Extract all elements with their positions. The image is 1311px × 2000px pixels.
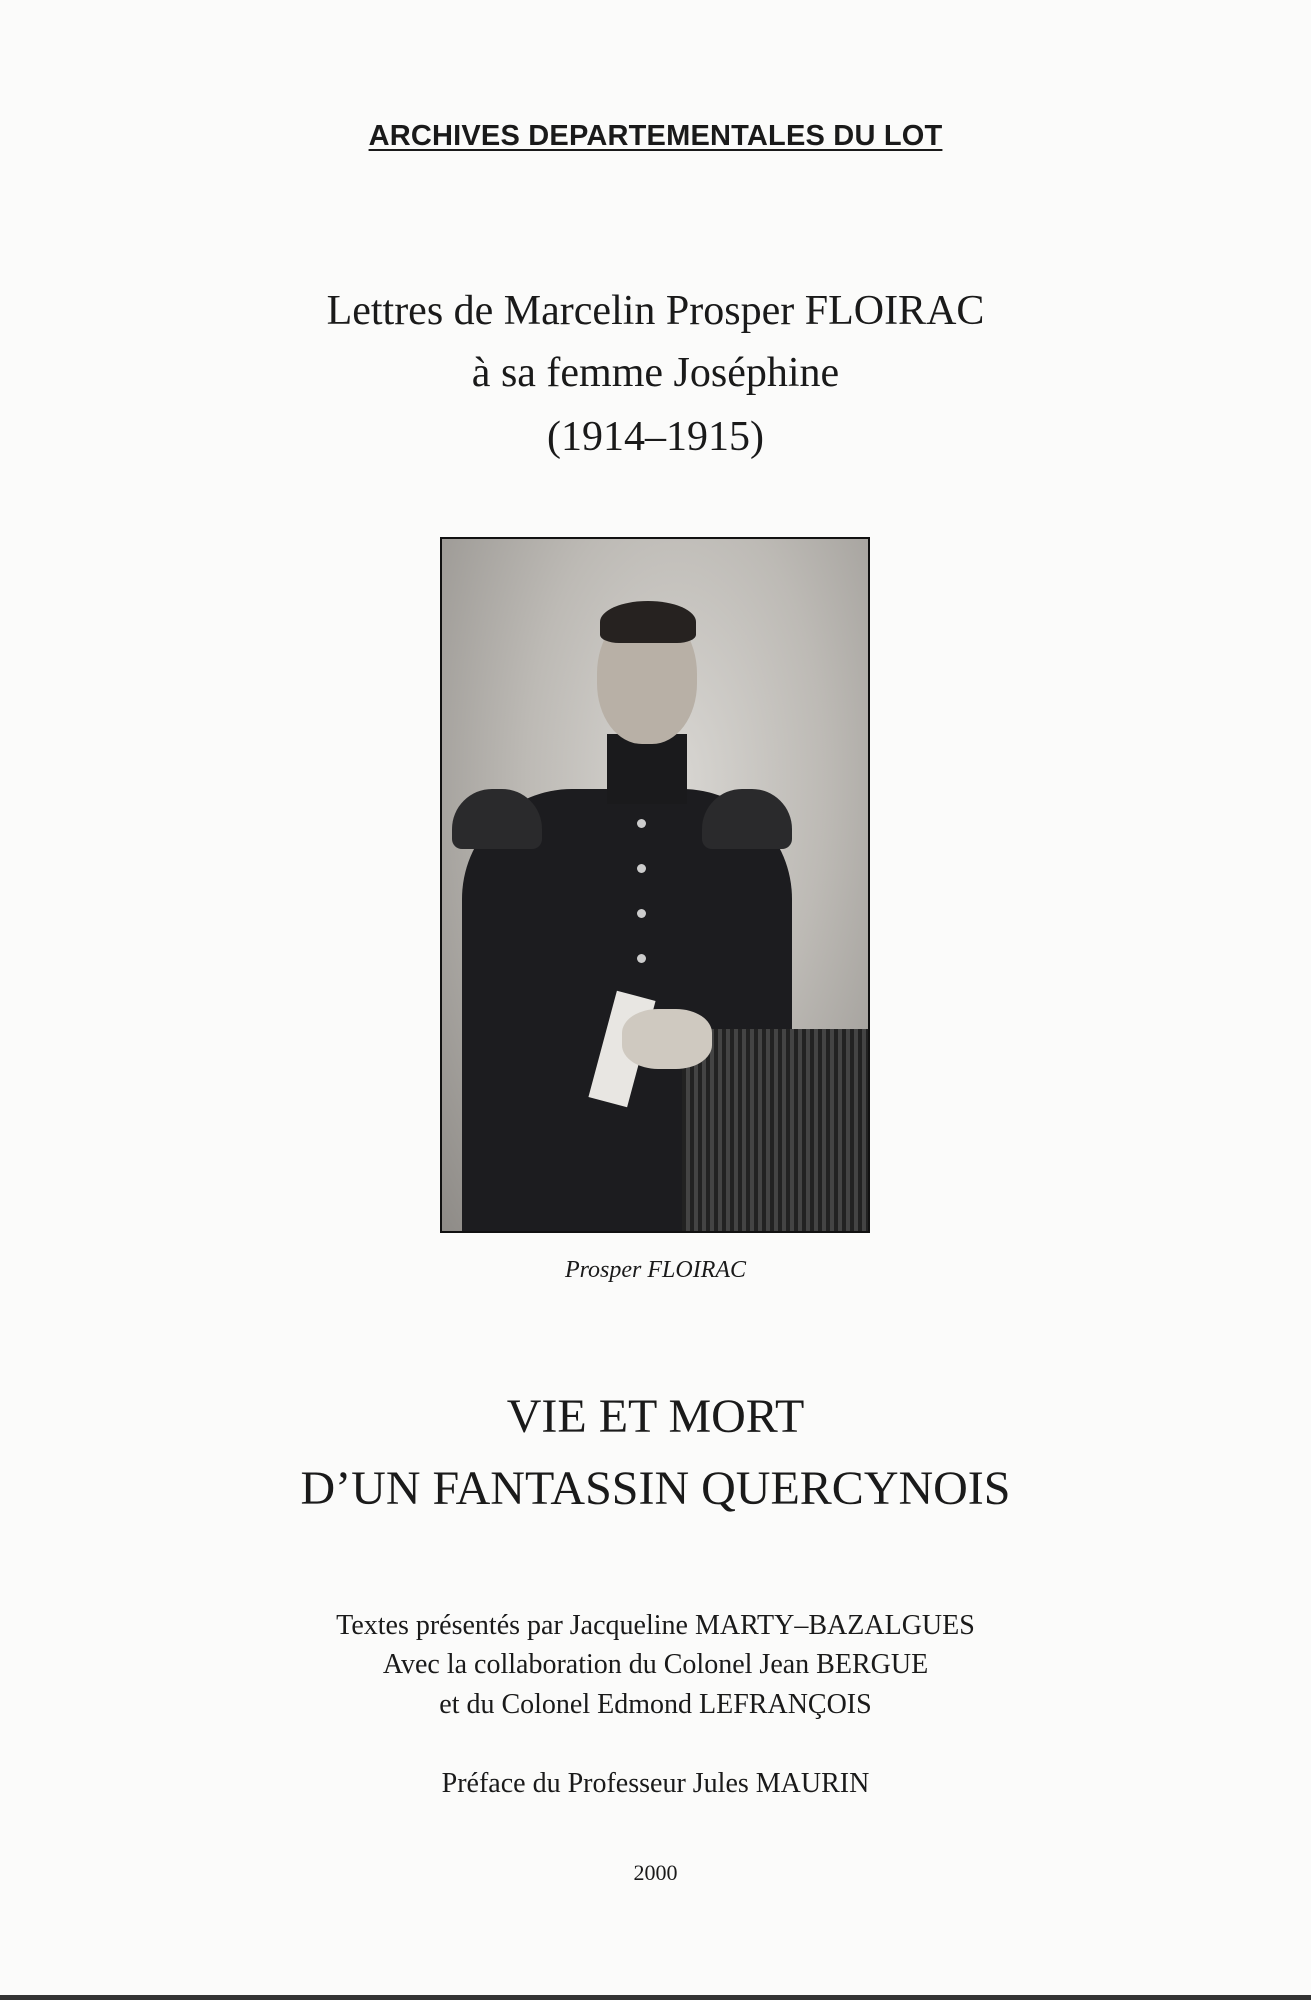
button [637, 954, 646, 963]
page-edge [0, 1995, 1311, 2000]
photo-caption: Prosper FLOIRAC [564, 1257, 747, 1283]
button [637, 864, 646, 873]
credit-line-3: et du Colonel Edmond LEFRANÇOIS [439, 1689, 872, 1720]
credit-line-2: Avec la collaboration du Colonel Jean BERGUE [382, 1649, 929, 1680]
subtitle-line-1: VIE ET MORT [506, 1390, 805, 1443]
title-line-2: à sa femme Joséphine [471, 350, 840, 396]
hair [600, 601, 696, 643]
hand [622, 1009, 712, 1069]
title-line-1: Lettres de Marcelin Prosper FLOIRAC [326, 288, 985, 334]
publisher-text: ARCHIVES DEPARTEMENTALES DU LOT [368, 120, 943, 152]
button [637, 909, 646, 918]
draped-table [682, 1029, 870, 1233]
publisher-heading [0, 120, 1311, 153]
button [637, 819, 646, 828]
title-line-3: (1914–1915) [547, 414, 764, 460]
publication-year: 2000 [633, 1860, 678, 1885]
preface-line: Préface du Professeur Jules MAURIN [441, 1768, 870, 1799]
subtitle-line-2: D’UN FANTASSIN QUERCYNOIS [300, 1462, 1011, 1515]
collar [607, 734, 687, 804]
credit-line-1: Textes présentés par Jacqueline MARTY–BAZALGUES [336, 1610, 975, 1641]
epaulette-right [702, 789, 792, 849]
portrait-photo [440, 537, 870, 1233]
